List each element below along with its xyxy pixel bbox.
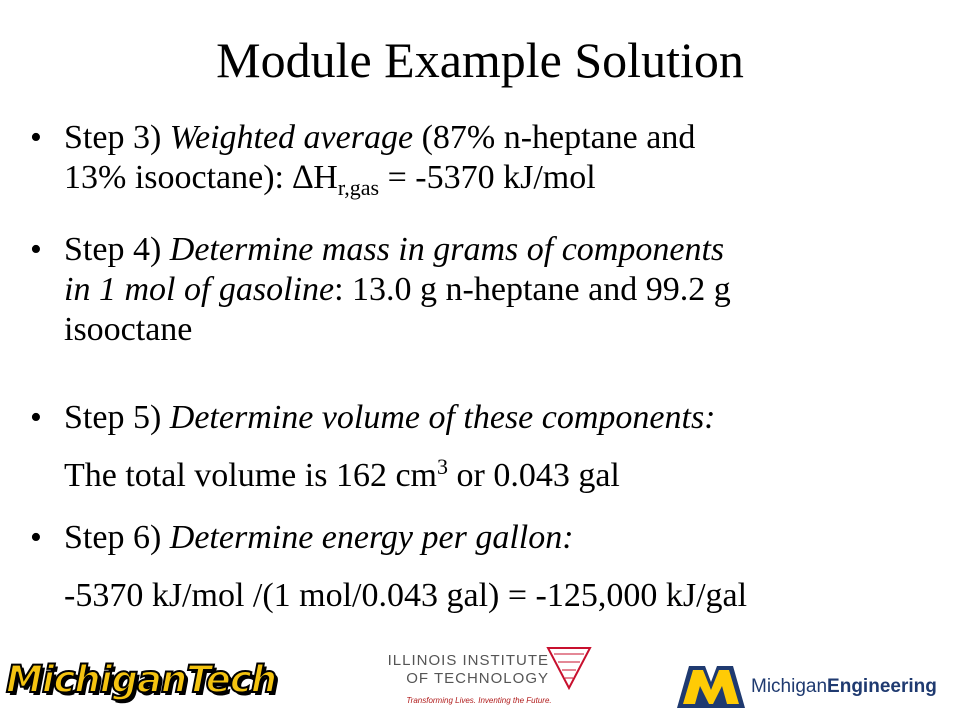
step-text: : 13.0 g n-heptane and 99.2 g	[334, 271, 731, 308]
bullet-step-6	[0, 518, 960, 558]
step-heading: Determine mass in grams of components	[169, 231, 725, 268]
bullet-step-4	[0, 230, 960, 360]
step-label: Step 3)	[64, 119, 162, 156]
bullet-dot: •	[30, 119, 42, 156]
step-heading: Weighted average	[169, 119, 414, 156]
step-text: isooctane	[64, 311, 193, 348]
step-5-result	[0, 456, 960, 496]
step-heading: Determine energy per gallon:	[169, 519, 574, 556]
step-text: = -5370 kJ/mol	[387, 159, 596, 196]
step-heading: Determine volume of these components:	[169, 399, 716, 436]
michigan-word: Michigan	[751, 676, 828, 697]
bullet-dot: •	[30, 231, 42, 268]
step-label: Step 5)	[64, 399, 162, 436]
result-text: -5370 kJ/mol /(1 mol/0.043 gal) = -125,000 kJ/gal	[64, 577, 748, 614]
bullet-dot: •	[30, 399, 42, 436]
iit-tagline: Transforming Lives. Inventing the Future.	[406, 696, 552, 705]
step-text: (87% n-heptane and	[421, 119, 696, 156]
iit-name-line1: ILLINOIS INSTITUTE	[387, 652, 549, 669]
bullet-step-3	[0, 118, 960, 208]
result-text: or 0.043 gal	[456, 457, 620, 494]
michigan-tech-logo: MichiganTech	[6, 658, 277, 701]
iit-logo	[364, 652, 594, 718]
footer-logos	[0, 640, 960, 720]
superscript: 3	[437, 454, 448, 479]
bullet-dot: •	[30, 519, 42, 556]
subscript: r,gas	[337, 175, 380, 200]
block-m-icon	[675, 660, 747, 710]
result-text: The total volume is 162 cm	[64, 457, 437, 494]
step-label: Step 4)	[64, 231, 162, 268]
slide-title: Module Example Solution	[216, 32, 744, 88]
step-6-result	[0, 576, 960, 616]
step-heading: in 1 mol of gasoline	[64, 271, 335, 308]
bullet-step-5	[0, 398, 960, 438]
engineering-word: Engineering	[827, 676, 937, 697]
iit-mark-icon	[544, 644, 594, 690]
michigan-engineering-logo	[675, 660, 960, 710]
iit-name-line2: OF TECHNOLOGY	[406, 670, 549, 687]
step-label: Step 6)	[64, 519, 162, 556]
step-text: 13% isooctane): ∆H	[64, 159, 338, 196]
